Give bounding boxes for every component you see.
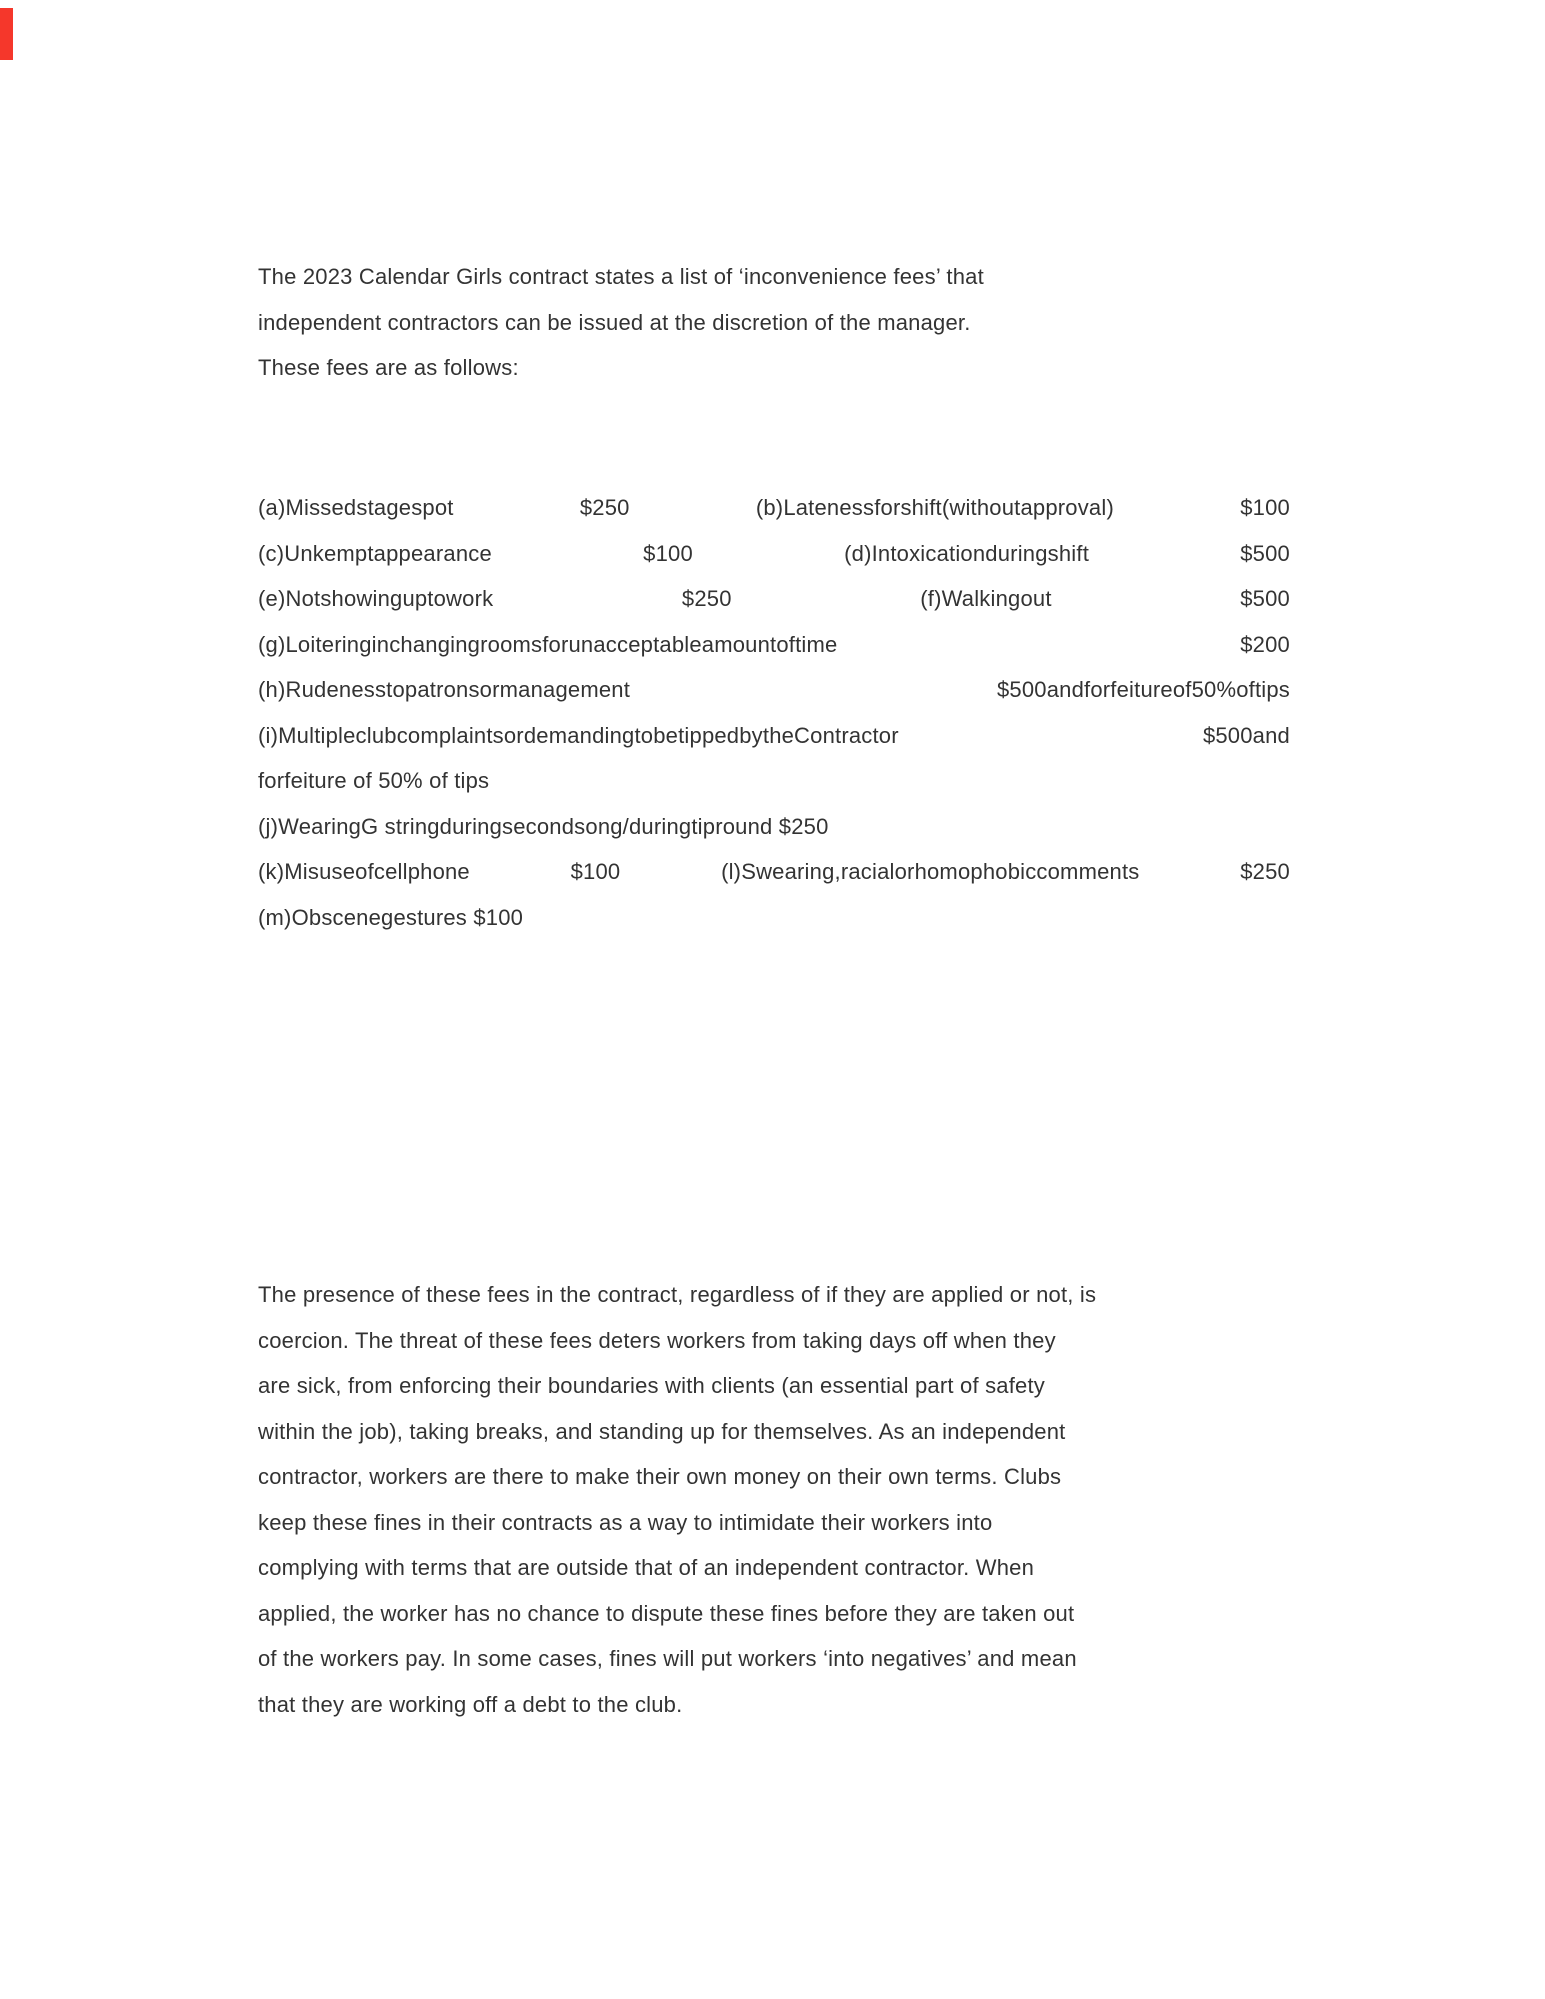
fees-list	[258, 485, 1290, 940]
fee-desc: (i)MultipleclubcomplaintsordemandingtobetippedbytheContractor	[258, 722, 899, 748]
fee-amount: $500andforfeitureof50%oftips	[996, 677, 1290, 702]
text-line: that they are working off a debt to the club.	[258, 1691, 683, 1717]
fee-row	[258, 622, 1290, 668]
text-line: of the workers pay. In some cases, fines will put workers ‘into negatives’ and mean	[258, 1646, 1077, 1671]
fee-amount: $100	[643, 540, 693, 566]
fee-desc: (c)Unkemptappearance	[258, 540, 492, 566]
fee-row	[258, 713, 1290, 759]
fee-desc: (l)Swearing,racialorhomophobiccomments	[721, 859, 1140, 884]
fee-row	[258, 849, 1290, 895]
text-line: are sick, from enforcing their boundaries with clients (an essential part of safety	[258, 1373, 1045, 1398]
fee-amount: $500and	[1202, 722, 1290, 748]
text-line: contractor, workers are there to make their own money on their own terms. Clubs	[258, 1464, 1062, 1489]
text-line: complying with terms that are outside that of an independent contractor. When	[258, 1555, 1035, 1580]
fee-amount: $200	[1240, 631, 1290, 657]
fee-row	[258, 576, 1290, 622]
fee-desc: (e)Notshowinguptowork	[258, 586, 494, 611]
fee-desc: (b)Latenessforshift(withoutapproval)	[755, 495, 1114, 520]
fee-desc: (h)Rudenesstopatronsormanagement	[258, 677, 631, 702]
text-line: independent contractors can be issued at the discretion of the manager.	[258, 309, 971, 335]
closing-paragraph	[258, 1272, 1290, 1727]
fee-amount: $250	[1240, 859, 1290, 884]
fee-amount: $100	[570, 859, 621, 884]
fee-amount: $500	[1240, 586, 1290, 611]
text-line: keep these fines in their contracts as a way to intimidate their workers into	[258, 1509, 993, 1535]
text-line: The presence of these fees in the contract, regardless of if they are applied or not, is	[258, 1282, 1097, 1307]
text-line: applied, the worker has no chance to dispute these fines before they are taken out	[258, 1600, 1075, 1626]
fee-row: (m)Obscenegestures $100	[258, 904, 524, 930]
text-line: coercion. The threat of these fees deters workers from taking days off when they	[258, 1327, 1056, 1353]
text-line: The 2023 Calendar Girls contract states a list of ‘inconvenience fees’ that	[258, 264, 984, 289]
fee-row	[258, 531, 1290, 577]
fee-row	[258, 667, 1290, 713]
fee-row: (j)WearingG stringduringsecondsong/duringtipround $250	[258, 813, 829, 839]
red-edge-marker	[0, 8, 13, 60]
fee-row	[258, 485, 1290, 531]
fee-row: forfeiture of 50% of tips	[258, 768, 490, 793]
fee-desc: (a)Missedstagespot	[258, 495, 454, 520]
fee-amount: $250	[681, 586, 732, 611]
fee-desc: (f)Walkingout	[920, 586, 1052, 611]
fee-amount: $100	[1240, 495, 1290, 520]
fee-desc: (d)Intoxicationduringshift	[844, 540, 1090, 566]
fee-desc: (g)Loiteringinchangingroomsforunacceptableamountoftime	[258, 631, 838, 657]
intro-paragraph	[258, 254, 1290, 391]
fee-amount: $250	[579, 495, 630, 520]
fee-desc: (k)Misuseofcellphone	[258, 859, 470, 884]
text-line: These fees are as follows:	[258, 355, 519, 380]
text-line: within the job), taking breaks, and standing up for themselves. As an independent	[258, 1418, 1066, 1444]
fee-amount: $500	[1240, 540, 1290, 566]
